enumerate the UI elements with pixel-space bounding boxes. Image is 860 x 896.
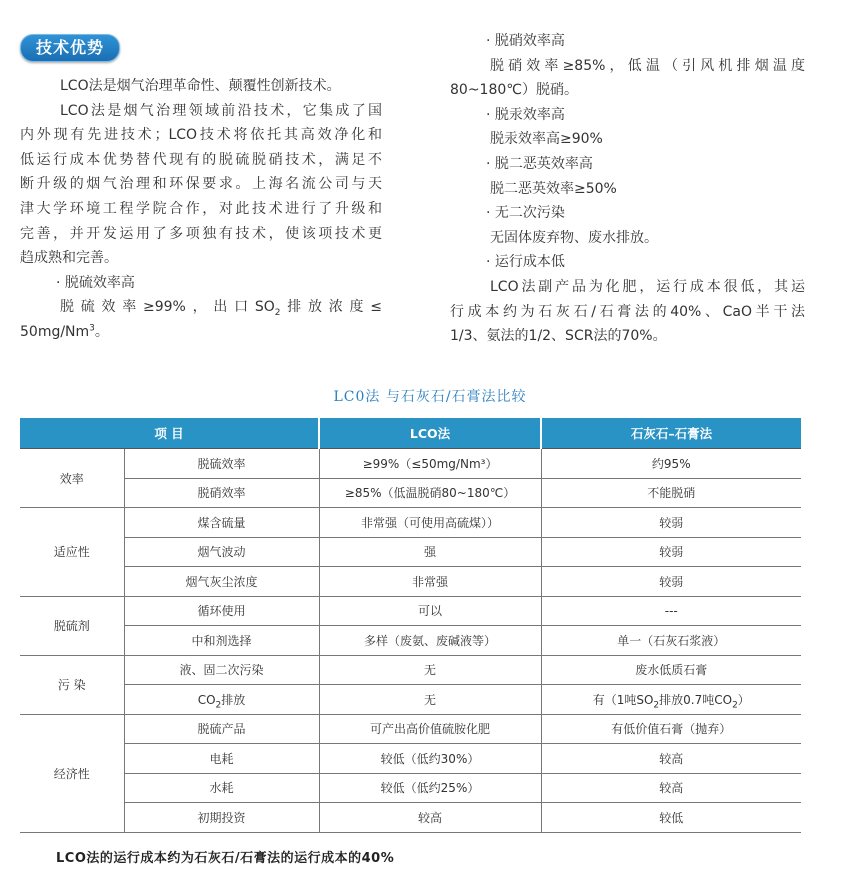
bullet-text: 行成本约为石灰石/石膏法的40%、CaO半干法 bbox=[450, 303, 805, 320]
table-row bbox=[20, 655, 801, 685]
bullet-heading: · 无二次污染 bbox=[486, 205, 565, 222]
limestone-cell: 较高 bbox=[541, 744, 801, 774]
lco-cell: 可产出高价值硫胺化肥 bbox=[319, 714, 541, 744]
bullet-text: 脱二恶英效率≥50% bbox=[490, 180, 617, 197]
bullet-text: 脱硫效率≥99%，出口$SO_2$排放浓度≤ bbox=[60, 299, 382, 319]
row-label: 初期投资 bbox=[124, 803, 319, 833]
row-label: 脱硫产品 bbox=[124, 714, 319, 744]
body-line: 低运行成本优势替代现有的脱硫脱硝技术，满足不 bbox=[20, 151, 382, 168]
limestone-cell: --- bbox=[541, 596, 801, 626]
body-line: 断升级的烟气治理和环保要求。上海名流公司与天 bbox=[20, 176, 382, 193]
group-economy: 经济性 bbox=[20, 714, 124, 832]
bullet-text: 80~180℃）脱硝。 bbox=[450, 82, 578, 99]
limestone-cell: 较弱 bbox=[541, 508, 801, 538]
bullet-text: LCO法副产品为化肥，运行成本很低，其运 bbox=[490, 278, 805, 295]
row-label: 烟气灰尘浓度 bbox=[124, 567, 319, 597]
limestone-cell: 单一（石灰石浆液） bbox=[541, 626, 801, 656]
header-item: 项 目 bbox=[20, 418, 319, 449]
body-line: LCO法是烟气治理领域前沿技术，它集成了国 bbox=[60, 102, 382, 119]
bullet-text: 脱汞效率高≥90% bbox=[490, 131, 603, 148]
limestone-cell: 废水低质石膏 bbox=[541, 655, 801, 685]
left-column bbox=[20, 74, 382, 345]
limestone-cell: 较弱 bbox=[541, 537, 801, 567]
limestone-cell: 较弱 bbox=[541, 567, 801, 597]
table-row bbox=[20, 596, 801, 626]
row-label: 烟气波动 bbox=[124, 537, 319, 567]
limestone-cell: 有（1吨$SO_2$排放0.7吨$CO_2$） bbox=[541, 685, 801, 715]
lco-cell: 多样（废氨、废碱液等） bbox=[319, 626, 541, 656]
header-lco: LCO法 bbox=[319, 418, 541, 449]
group-efficiency: 效率 bbox=[20, 449, 124, 508]
row-label: 脱硫效率 bbox=[124, 449, 319, 479]
lco-cell: 非常强 bbox=[319, 567, 541, 597]
lco-cell: ≥99%（≤50mg/Nm³） bbox=[319, 449, 541, 479]
section-badge: 技术优势 bbox=[20, 34, 120, 62]
table-row bbox=[20, 449, 801, 479]
intro-paragraph: LCO法是烟气治理革命性、颠覆性创新技术。 bbox=[60, 78, 341, 94]
limestone-cell: 较低 bbox=[541, 803, 801, 833]
table-row bbox=[20, 773, 801, 803]
table-row bbox=[20, 567, 801, 597]
row-label: 液、固二次污染 bbox=[124, 655, 319, 685]
lco-cell: 无 bbox=[319, 685, 541, 715]
limestone-cell: 有低价值石膏（抛弃） bbox=[541, 714, 801, 744]
lco-cell: 较高 bbox=[319, 803, 541, 833]
table-row bbox=[20, 626, 801, 656]
table-caption: LC0法 与石灰石/石膏法比较 bbox=[333, 389, 527, 405]
lco-cell: 较低（低约25%） bbox=[319, 773, 541, 803]
table-row bbox=[20, 685, 801, 715]
bullet-heading: · 运行成本低 bbox=[486, 254, 565, 271]
lco-cell: 非常强（可使用高硫煤）） bbox=[319, 508, 541, 538]
bullet-heading: · 脱硝效率高 bbox=[486, 33, 565, 49]
limestone-cell: 不能脱硝 bbox=[541, 478, 801, 508]
lco-cell: 强 bbox=[319, 537, 541, 567]
row-label: 脱硝效率 bbox=[124, 478, 319, 508]
lco-cell: 可以 bbox=[319, 596, 541, 626]
bullet-text: 脱硝效率≥85%，低温（引风机排烟温度 bbox=[490, 57, 805, 74]
right-column bbox=[450, 29, 805, 349]
table-row bbox=[20, 803, 801, 833]
header-limestone: 石灰石–石膏法 bbox=[541, 418, 801, 449]
bullet-heading: · 脱硫效率高 bbox=[56, 274, 135, 291]
body-line: 完善，并开发运用了多项独有技术，使该项技术更 bbox=[20, 225, 382, 242]
table-row bbox=[20, 537, 801, 567]
limestone-cell: 约95% bbox=[541, 449, 801, 479]
limestone-cell: 较高 bbox=[541, 773, 801, 803]
row-label: 循环使用 bbox=[124, 596, 319, 626]
body-line: 津大学环境工程学院合作，对此技术进行了升级和 bbox=[20, 200, 382, 217]
table-row bbox=[20, 714, 801, 744]
row-label: 中和剂选择 bbox=[124, 626, 319, 656]
group-desulfurizer: 脱硫剂 bbox=[20, 596, 124, 655]
table-row bbox=[20, 508, 801, 538]
bullet-heading: · 脱汞效率高 bbox=[486, 106, 565, 123]
lco-cell: 较低（低约30%） bbox=[319, 744, 541, 774]
bullet-text: 无固体废弃物、废水排放。 bbox=[490, 229, 658, 246]
bullet-heading: · 脱二恶英效率高 bbox=[486, 155, 593, 172]
comparison-table bbox=[20, 418, 801, 833]
row-label: $CO_2$排放 bbox=[124, 685, 319, 715]
body-line: 趋成熟和完善。 bbox=[20, 250, 118, 267]
row-label: 水耗 bbox=[124, 773, 319, 803]
body-line: 内外现有先进技术；LCO技术将依托其高效净化和 bbox=[20, 127, 382, 144]
table-row bbox=[20, 744, 801, 774]
lco-cell: ≥85%（低温脱硝80~180℃） bbox=[319, 478, 541, 508]
lco-cell: 无 bbox=[319, 655, 541, 685]
row-label: 电耗 bbox=[124, 744, 319, 774]
bullet-text-cont: 50mg/Nm$^3$。 bbox=[20, 323, 109, 340]
group-pollution: 污 染 bbox=[20, 655, 124, 714]
group-adaptability: 适应性 bbox=[20, 508, 124, 597]
row-label: 煤含硫量 bbox=[124, 508, 319, 538]
bullet-text: 1/3、氨法的1/2、SCR法的70%。 bbox=[450, 328, 667, 345]
footer-note: LCO法的运行成本约为石灰石/石膏法的运行成本的40% bbox=[56, 851, 395, 866]
table-header-row bbox=[20, 418, 801, 449]
table-row bbox=[20, 478, 801, 508]
